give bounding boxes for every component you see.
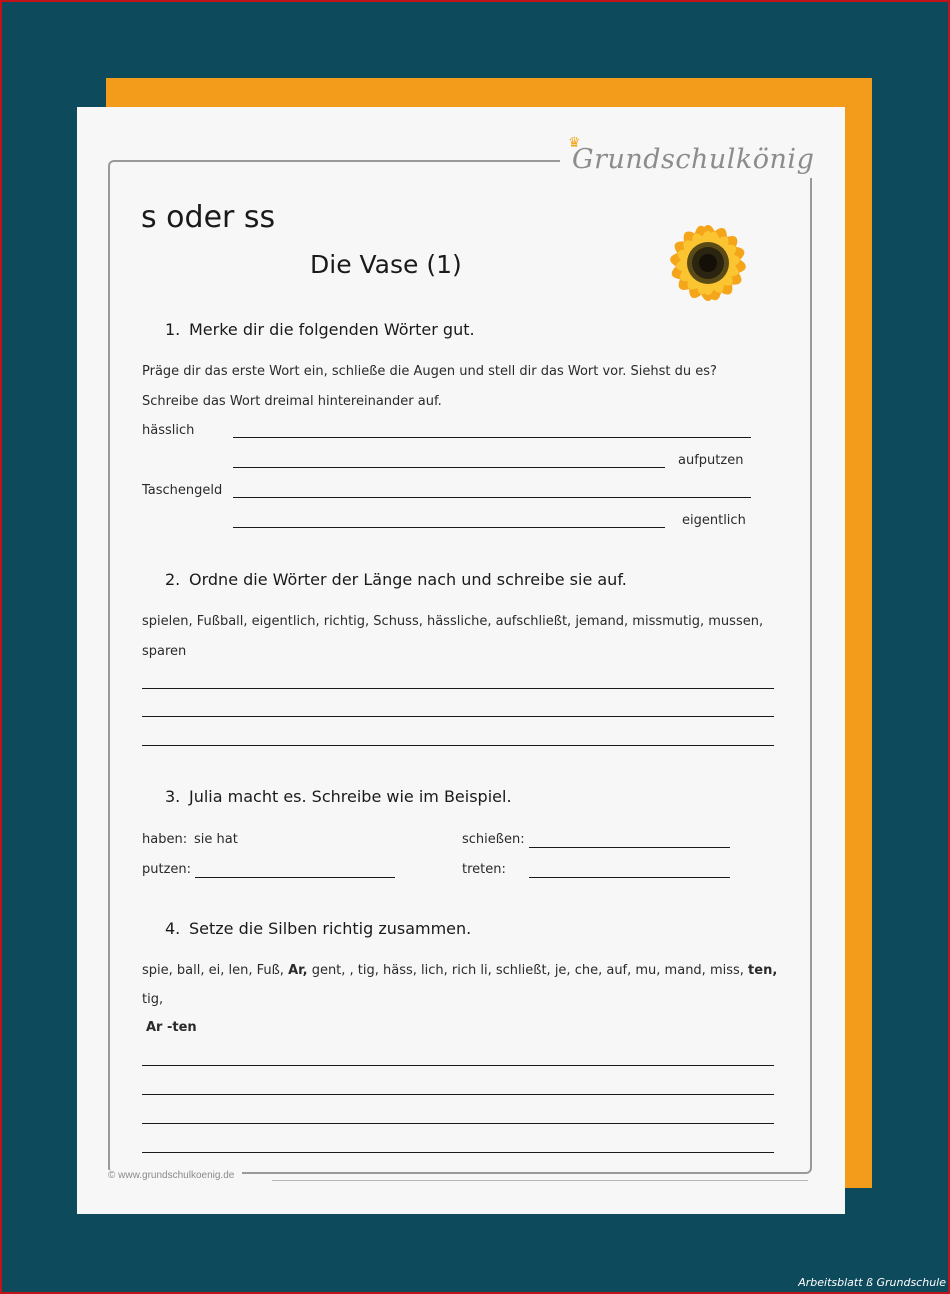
write-line[interactable] (142, 1123, 774, 1124)
task1-heading-text: Merke dir die folgenden Wörter gut. (189, 320, 475, 339)
task1-instruction-1: Präge dir das erste Wort ein, schließe die Augen und stell dir das Wort vor. Siehst du es? (142, 364, 717, 379)
write-line[interactable] (529, 847, 730, 848)
write-line[interactable] (142, 1152, 774, 1153)
task4-example: Ar -ten (146, 1020, 197, 1035)
brand-logo: Grundschulkönig (572, 144, 815, 175)
write-line[interactable] (142, 745, 774, 746)
task1-word-haesslich: hässlich (142, 423, 195, 438)
sunflower-icon (626, 195, 786, 335)
task4-syllables-2: tig, (142, 992, 164, 1007)
footer-rule (272, 1180, 808, 1181)
task4-number: 4. (165, 919, 181, 938)
syllables-text: gent, , tig, häss, lich, rich li, schließt, je, che, auf, mu, mand, miss, (307, 963, 749, 978)
task3-number: 3. (165, 787, 181, 806)
task1-heading (165, 320, 475, 339)
write-line[interactable] (142, 688, 774, 689)
crown-icon: ♛ (568, 134, 581, 150)
task1-word-aufputzen: aufputzen (678, 453, 744, 468)
write-line[interactable] (142, 1065, 774, 1066)
task1-number: 1. (165, 320, 181, 339)
write-line[interactable] (233, 467, 665, 468)
worksheet-title: s oder ss (141, 200, 276, 235)
task1-word-eigentlich: eigentlich (682, 513, 746, 528)
task3-heading-text: Julia macht es. Schreibe wie im Beispiel. (189, 787, 512, 806)
task3-verb-schiessen: schießen: (462, 832, 525, 847)
task3-heading (165, 787, 512, 806)
task2-words-1: spielen, Fußball, eigentlich, richtig, Schuss, hässliche, aufschließt, jemand, missmutig, mussen, (142, 614, 764, 629)
write-line[interactable] (142, 1094, 774, 1095)
task4-heading (165, 919, 471, 938)
write-line[interactable] (233, 527, 665, 528)
watermark: Arbeitsblatt ß Grundschule (798, 1276, 946, 1289)
task4-syllables-1 (142, 963, 777, 978)
task2-number: 2. (165, 570, 181, 589)
task4-heading-text: Setze die Silben richtig zusammen. (189, 919, 472, 938)
task3-verb-treten: treten: (462, 862, 506, 877)
write-line[interactable] (529, 877, 730, 878)
syllables-bold: ten, (748, 963, 778, 978)
task2-words-2: sparen (142, 644, 187, 659)
task2-heading (165, 570, 627, 589)
syllables-bold: Ar, (288, 963, 308, 978)
task3-verb-putzen: putzen: (142, 862, 192, 877)
worksheet-subtitle: Die Vase (1) (310, 250, 462, 279)
task3-example-answer: sie hat (194, 832, 238, 847)
write-line[interactable] (233, 437, 751, 438)
footer-copyright: © www.grundschulkoenig.de (108, 1170, 242, 1181)
write-line[interactable] (142, 716, 774, 717)
task2-heading-text: Ordne die Wörter der Länge nach und schreibe sie auf. (189, 570, 627, 589)
task1-word-taschengeld: Taschengeld (142, 483, 223, 498)
task3-example-verb: haben: (142, 832, 188, 847)
write-line[interactable] (195, 877, 395, 878)
write-line[interactable] (233, 497, 751, 498)
task1-instruction-2: Schreibe das Wort dreimal hintereinander auf. (142, 394, 442, 409)
syllables-text: spie, ball, ei, len, Fuß, (142, 963, 289, 978)
